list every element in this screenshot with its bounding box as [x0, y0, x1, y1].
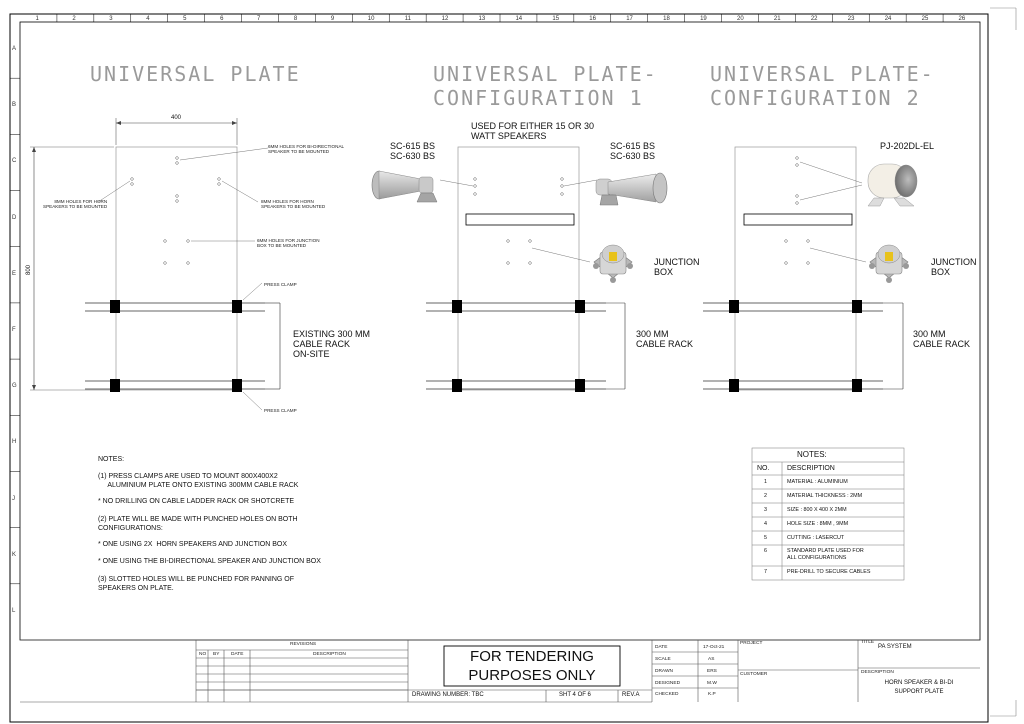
callout-bidirectional-holes: 6MM HOLES FOR BI-DIRECTIONAL SPEAKER TO BE MOUNTED [268, 144, 345, 154]
grid-row-label: K [12, 551, 17, 558]
scale-value: AS [708, 657, 715, 662]
grid-column-label: 10 [367, 16, 375, 22]
callout-press-clamp-bottom: PRESS CLAMP [264, 408, 297, 413]
rack-label-config-1: 300 MM CABLE RACK [636, 329, 694, 349]
grid-column-label: 4 [146, 16, 150, 22]
date-value: 17-Oct-21 [703, 645, 725, 650]
rev-col-by: BY [213, 652, 220, 657]
bidirectional-speaker-model: PJ-202DL-EL [880, 141, 935, 151]
grid-column-label: 21 [773, 16, 781, 22]
note-item: (1) PRESS CLAMPS ARE USED TO MOUNT 800X400X2 ALUMINIUM PLATE ONTO EXISTING 300MM CABLE RACK [98, 473, 299, 489]
note-item: (2) PLATE WILL BE MADE WITH PUNCHED HOLES ON BOTH CONFIGURATIONS: [98, 516, 298, 532]
notes-table-row-desc: MATERIAL : ALUMINIUM [787, 479, 848, 485]
notes-table-row-no: 5 [764, 535, 767, 541]
description-value: HORN SPEAKER & BI-DI SUPPORT PLATE [884, 680, 954, 695]
drawn-label: DRAWN [655, 669, 673, 674]
horn-speaker-icon [594, 170, 672, 208]
notes-table-heading: NOTES: [797, 450, 827, 459]
notes-table-row-desc: MATERIAL THICKNESS : 2MM [787, 493, 863, 499]
notes-table-row-desc: SIZE : 800 X 400 X 2MM [787, 507, 847, 513]
grid-column-label: 20 [737, 16, 744, 22]
grid-row-label: E [12, 270, 17, 277]
note-item: * ONE USING THE BI-DIRECTIONAL SPEAKER AND JUNCTION BOX [98, 558, 321, 565]
horn-speaker-icon [369, 168, 441, 204]
grid-column-label: 5 [183, 16, 187, 22]
grid-row-label: L [12, 607, 16, 614]
drawn-value: ERS [707, 669, 717, 674]
title-label: TITLE [861, 640, 875, 645]
designed-value: M.W [707, 681, 717, 686]
speaker-wattage-note: USED FOR EITHER 15 OR 30 WATT SPEAKERS [471, 121, 595, 141]
grid-column-label: 12 [441, 16, 449, 22]
rev-col-description: DESCRIPTION [313, 652, 346, 657]
callout-press-clamp-top: PRESS CLAMP [264, 282, 297, 287]
junction-box-icon [866, 240, 912, 284]
view-1-title: UNIVERSAL PLATE [90, 62, 301, 86]
junction-box-label-2: JUNCTION BOX [931, 257, 977, 277]
view-2-title: UNIVERSAL PLATE- CONFIGURATION 1 [433, 62, 658, 110]
notes-table-row-no: 6 [764, 548, 767, 554]
notes-table-col-no: NO. [757, 465, 770, 472]
grid-column-label: 17 [626, 16, 633, 22]
grid-column-label: 1 [35, 16, 39, 22]
callout-horn-holes-left: 8MM HOLES FOR HORN SPEAKERS TO BE MOUNTED [43, 199, 108, 209]
grid-column-label: 13 [478, 16, 486, 22]
rev-col-date: DATE [231, 652, 244, 657]
note-item: (3) SLOTTED HOLES WILL BE PUNCHED FOR PANNING OF SPEAKERS ON PLATE. [98, 576, 295, 592]
grid-column-label: 3 [109, 16, 113, 22]
grid-column-label: 25 [921, 16, 929, 22]
note-item: * ONE USING 2X HORN SPEAKERS AND JUNCTION BOX [98, 541, 288, 548]
speaker-right-models: SC-615 BS SC-630 BS [610, 141, 656, 161]
notes-table-row-no: 7 [764, 569, 767, 575]
grid-column-label: 2 [72, 16, 76, 22]
grid-row-label: H [12, 439, 17, 446]
rev-col-no: NO [199, 652, 207, 657]
grid-column-label: 14 [515, 16, 523, 22]
notes-table-row-desc: PRE-DRILL TO SECURE CABLES [787, 569, 871, 575]
grid-column-label: 22 [810, 16, 818, 22]
notes-heading: NOTES: [98, 456, 125, 463]
date-label: DATE [655, 645, 668, 650]
view-universal-plate [30, 118, 280, 410]
grid-row-label: D [12, 214, 17, 221]
grid-column-label: 18 [663, 16, 670, 22]
grid-column-label: 16 [589, 16, 596, 22]
scale-label: SCALE [655, 657, 671, 662]
height-dimension: 800 [26, 264, 33, 276]
checked-value: K.P [708, 692, 716, 697]
grid-column-label: 15 [552, 16, 560, 22]
note-item: * NO DRILLING ON CABLE LADDER RACK OR SHOTCRETE [98, 498, 295, 505]
grid-row-label: C [12, 158, 17, 165]
grid-row-label: F [12, 327, 16, 333]
notes-table-row-desc: STANDARD PLATE USED FOR ALL CONFIGURATIONS [787, 548, 864, 561]
project-label: PROJECT [740, 641, 763, 646]
grid-column-label: 9 [330, 16, 335, 22]
grid-column-label: 11 [404, 16, 411, 22]
notes-table-row-desc: HOLE SIZE : 8MM , 9MM [787, 521, 849, 527]
tender-notice: FOR TENDERING PURPOSES ONLY [468, 648, 596, 684]
grid-column-label: 23 [847, 16, 855, 22]
notes-table-row-no: 2 [764, 493, 767, 499]
notes-table-col-desc: DESCRIPTION [787, 465, 835, 472]
notes-table-row-no: 3 [764, 507, 767, 513]
junction-box-label-1: JUNCTION BOX [654, 257, 700, 277]
notes-table-row-desc: CUTTING : LASERCUT [787, 535, 845, 541]
notes-table-row-no: 4 [764, 521, 767, 527]
grid-column-label: 26 [958, 16, 966, 22]
description-label: DESCRIPTION [861, 670, 894, 675]
callout-junction-holes: 6MM HOLES FOR JUNCTION BOX TO BE MOUNTED [257, 238, 320, 248]
rack-label-existing: EXISTING 300 MM CABLE RACK ON-SITE [293, 329, 371, 359]
width-dimension: 400 [171, 115, 182, 121]
rack-label-config-2: 300 MM CABLE RACK [913, 329, 971, 349]
grid-column-label: 24 [884, 16, 892, 22]
speaker-left-models: SC-615 BS SC-630 BS [390, 141, 436, 161]
grid-row-label: A [12, 46, 17, 53]
callout-horn-holes-right: 8MM HOLES FOR HORN SPEAKERS TO BE MOUNTED [261, 199, 326, 209]
checked-label: CHECKED [655, 692, 679, 697]
grid-column-label: 8 [293, 16, 298, 22]
view-3-title: UNIVERSAL PLATE- CONFIGURATION 2 [710, 62, 935, 110]
sheet-number: SHT 4 OF 6 [559, 692, 591, 698]
grid-column-label: 19 [700, 16, 707, 22]
grid-row-label: G [12, 383, 17, 390]
notes-table-row-no: 1 [764, 479, 767, 485]
grid-row-label: J [12, 495, 15, 502]
title-value: PA SYSTEM [878, 644, 912, 650]
junction-box-icon [590, 240, 636, 284]
drawing-number: DRAWING NUMBER: TBC [412, 692, 484, 698]
revision-label: REV.A [622, 692, 640, 698]
grid-column-label: 7 [257, 16, 261, 22]
grid-row-label: B [12, 102, 17, 109]
customer-label: CUSTOMER [740, 672, 768, 677]
grid-column-label: 6 [220, 16, 224, 22]
designed-label: DESIGNED [655, 681, 681, 686]
revisions-heading: REVISIONS [290, 642, 317, 647]
bidirectional-speaker-icon [864, 158, 922, 208]
